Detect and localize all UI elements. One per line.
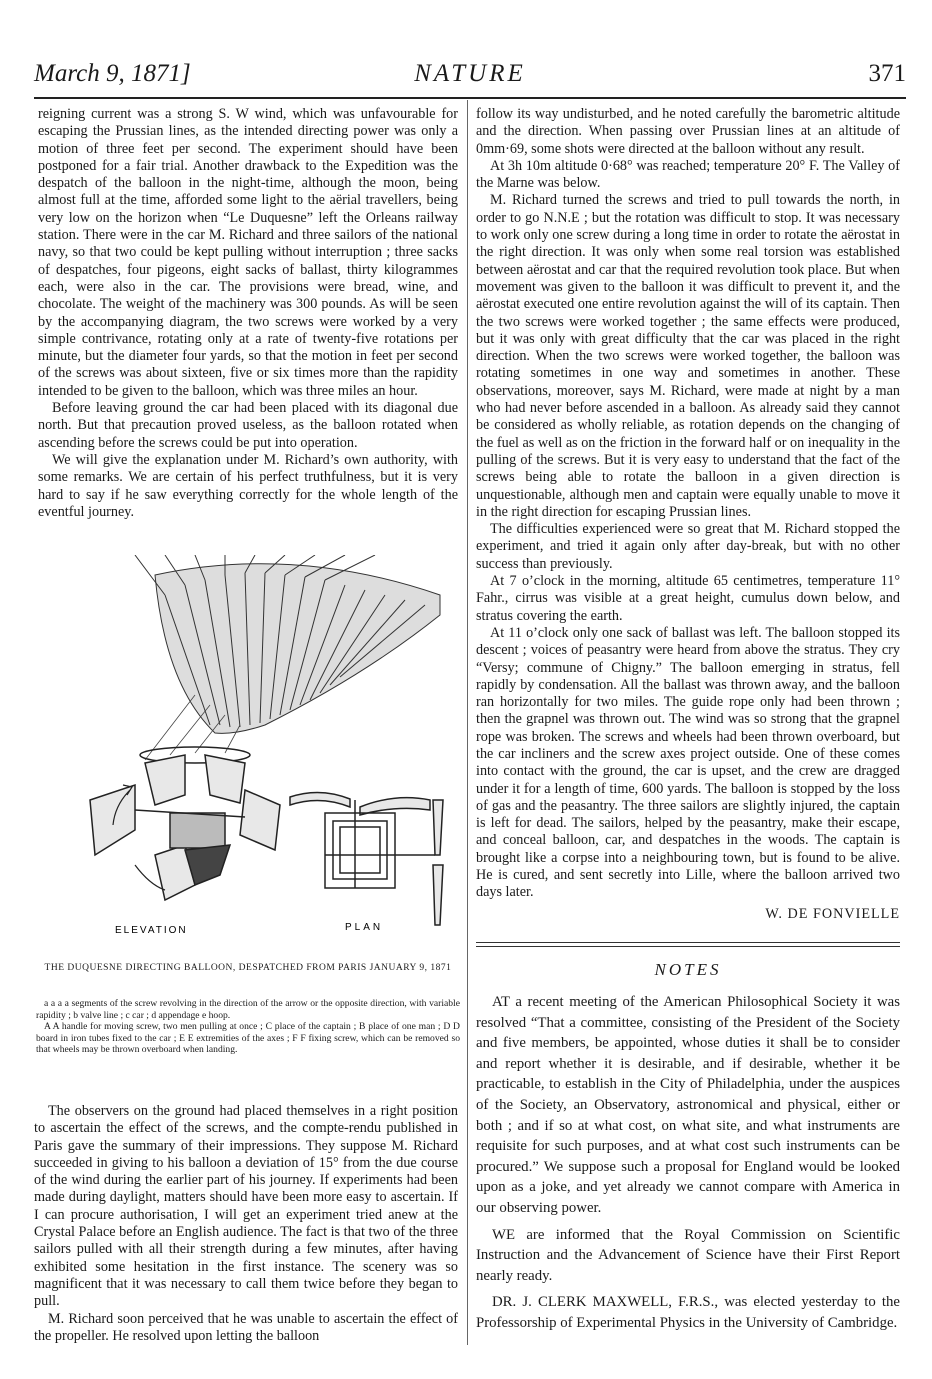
paragraph: Before leaving ground the car had been placed with its diagonal due north. But that precaution proved useless, as the balloon rotated when ascending before the screws could be put into operation.	[38, 400, 458, 451]
page-number: 371	[868, 60, 906, 87]
paragraph: At 3h 10m altitude 0·68° was reached; temperature 20° F. The Valley of the Marne was below.	[476, 157, 900, 192]
journal-title: NATURE	[414, 60, 526, 87]
paragraph: At 11 o’clock only one sack of ballast was left. The balloon stopped its descent ; voices of peasantry were heard from above the stratus. They cry “Versy; commune of Chigny.” The balloon emerging in stratus, fell rapidly by condensation. All the ballast was thrown away, and the balloon ran horizontally for two miles. The guide rope only had been thrown ; then the grapnel was thrown out. The wind was so strong that the grapnel rope was broken. The screws and wheels had been thrown overboard, but the car incliners and the screw axes project outside. One of these comes into contact with the ground, the car is upset, and the crew are dragged under it for a length of time, 600 yards. The balloon is stopped by the loss of gas and the peasantry. The three sailors are slightly injured, the captain is left for dead. The sailors, helped by the peasantry, make their escape, and conceal balloon, car, and despatches in the woods. The captain is brought like a corpse into a neighbouring town, but is found to be alive. He is cured, and sent secretly into Lille, where the balloon arrived two days later.	[476, 624, 900, 901]
paragraph: M. Richard soon perceived that he was unable to ascertain the effect of the propeller. He resolved upon letting the balloon	[34, 1310, 458, 1344]
plan-label: PLAN	[345, 922, 384, 933]
issue-date: March 9, 1871]	[34, 60, 191, 87]
notes-paragraph: AT a recent meeting of the American Philosophical Society it was resolved “That a committee, consisting of the President of the Society and five members, be appointed, whose duties it shall be to consider and report whether it is desirable, and if desirable, whether it be practicable, to establish in the City of Philadelphia, under the auspices of the Society, an Observatory, astronomical and physical, either or both ; and if so at what cost, on what site, and what instruments are requisite for such purposes, and at what cost such instruments can be procured.” We suppose such a proposal for England would be looked upon as a joke, and yet already we cannot compare with America in our observing power.	[476, 994, 900, 1216]
paragraph: We will give the explanation under M. Richard’s own authority, with some remarks. We are certain of his perfect truthfulness, but it is very hard to say if he saw everything correctly for the whole length of the eventful journey.	[38, 451, 458, 520]
header-rule	[34, 97, 906, 99]
notes-paragraph: DR. J. CLERK MAXWELL, F.R.S., was elected yesterday to the Professorship of Experimental Physics in the University of Cambridge.	[476, 1294, 900, 1331]
notes-rule-2	[476, 946, 900, 947]
figure-caption-title: THE DUQUESNE DIRECTING BALLOON, DESPATCHED FROM PARIS JANUARY 9, 1871	[44, 963, 452, 973]
caption-line: a a a a segments of the screw revolving in the direction of the arrow or the opposite direction, with variable rapidity ; b valve line ; c car ; d appendage e hoop.	[36, 998, 460, 1021]
figure-caption-body	[36, 998, 460, 1056]
balloon-diagram	[35, 555, 460, 955]
balloon-diagram-drawing	[35, 555, 460, 955]
author-signature: W. DE FONVIELLE	[765, 905, 900, 922]
balloon-envelope	[135, 555, 440, 733]
elevation-view	[90, 747, 280, 900]
caption-line: A A handle for moving screw, two men pulling at once ; C place of the captain ; B place of one man ; D D board in iron tubes fixed to the car ; E E extremities of the axes ; F F fixing screw, which can be removed so that wheels may be thrown overboard when landing.	[36, 1021, 460, 1055]
notes-rule-1	[476, 942, 900, 943]
paragraph: reigning current was a strong S. W wind, which was unfavourable for escaping the Prussian lines, as the intended directing power was only a motion of three feet per second. The experiment should have been postponed for a fair trial. Another drawback to the Expedition was the despatch of the balloon in the night-time, although the moon, being almost full at the time, afforded some light to the aërial travellers, being very low on the horizon when “Le Duquesne” left the Orleans railway station. There were in the car M. Richard and three sailors of the national navy, so that two could be kept pulling without interruption ; three sacks of despatches, four pigeons, eight sacks of ballast, thirty kilogrammes each, were also in the car. The provisions were bread, wine, and chocolate. The weight of the machinery was 300 pounds. As will be seen by the accompanying diagram, the two screws were worked by a very simple contrivance, rotating only at a rate of twenty-five rotations per minute, but the diameter four yards, so that the motion in feet per second of the screws was about sixteen, five or six times more than the rapidity intended to be given to the balloon, which was three miles an hour.	[38, 106, 458, 399]
paragraph: The difficulties experienced were so great that M. Richard stopped the experiment, and tried it again only after day-break, but with no other success than previously.	[476, 521, 900, 572]
column-divider	[467, 100, 468, 1345]
right-column-top	[476, 106, 900, 923]
notes-paragraph: WE are informed that the Royal Commission on Scientific Instruction and the Advancement of Science have their First Report nearly ready.	[476, 1226, 900, 1284]
page-header	[34, 60, 906, 94]
notes-heading: NOTES	[654, 960, 722, 979]
elevation-label: ELEVATION	[115, 925, 188, 936]
left-column-top	[38, 106, 458, 521]
paragraph: At 7 o’clock in the morning, altitude 65 centimetres, temperature 11° Fahr., cirrus was visible at a great height, cumulus down below, and stratus covering the earth.	[476, 573, 900, 624]
left-column-bottom	[34, 1103, 458, 1345]
plan-view	[290, 792, 443, 925]
paragraph: follow its way undisturbed, and he noted carefully the barometric altitude and the direction. When passing over Prussian lines at an altitude of 0mm·69, some shots were directed at the balloon without any result.	[476, 106, 900, 157]
notes-section	[476, 992, 900, 1340]
paragraph: M. Richard turned the screws and tried to pull towards the north, in order to go N.N.E ; but the rotation was difficult to stop. It was necessary to work only one screw during a long time in order to rotate the aërostat in the right direction. It was only when some real torsion was established between aërostat and car that the required revolution took place. But when movement was given to the balloon it was difficult to prevent it, and the aërostat executed one entire revolution against the will of its captain. Then the two screws were worked together ; the same effects were produced, but it was only with great difficulty that the car was placed in the right direction. When the two screws were worked together, the balloon was rotating sometimes in one way and sometimes in another. These observations, moreover, says M. Richard, were made at night by a man who had never before ascended in a balloon. As already said they cannot be considered as wholly reliable, as rotation depends on the changing of the fuel as well as on the friction in the forward half or on inequality in the pulling of the screws. But it is very easy to understand that the fact of the screws being able to rotate the balloon in a given direction is unquestionable, although men and captain were equally unable to move it in the right direction for escaping Prussian lines.	[476, 192, 900, 520]
paragraph: The observers on the ground had placed themselves in a right position to ascertain the effect of the screws, and the compte-rendu published in Paris gave the summary of their impressions. They suppose M. Richard succeeded in giving to his balloon a deviation of 15° from the due course of the wind during the earlier part of his journey. If experiments had been made during daylight, matters should have been more easy to ascertain. If I can procure authorisation, I will get an experiment tried anew at the Crystal Palace before an English audience. The fact is that two of the three sailors pulled with all their strength during a few minutes, after having exhibited some hesitation in the first instance. The scenery was so magnificent that it was necessary to call them twice before they began to pull.	[34, 1103, 458, 1310]
